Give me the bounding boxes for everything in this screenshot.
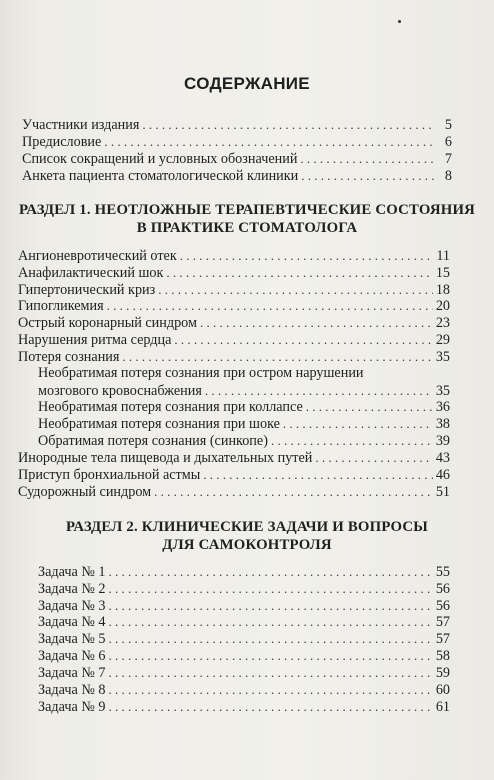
section-2-heading-line-2: ДЛЯ САМОКОНТРОЛЯ [162, 537, 332, 553]
toc-row [18, 247, 450, 265]
toc-leader [109, 698, 433, 715]
toc-row [22, 133, 452, 151]
toc-leader [271, 432, 433, 449]
toc-page: 46 [435, 467, 450, 483]
toc-leader [109, 597, 433, 614]
section-2-heading-line-1: РАЗДЕЛ 2. КЛИНИЧЕСКИЕ ЗАДАЧИ И ВОПРОСЫ [66, 519, 428, 535]
toc-label: Задача № 5 [38, 631, 106, 647]
toc-leader [104, 133, 435, 150]
toc-page: 43 [435, 450, 450, 466]
toc-page: 57 [435, 614, 450, 630]
toc-label: Необратимая потеря сознания при шоке [38, 416, 280, 432]
toc-page: 58 [435, 648, 450, 664]
toc-leader [203, 466, 433, 483]
toc-page: 15 [435, 265, 450, 281]
toc-page: 6 [444, 134, 452, 150]
toc-page: 38 [435, 416, 450, 432]
toc-page: 35 [435, 383, 450, 399]
toc-page: 51 [435, 484, 450, 500]
toc-leader [142, 116, 435, 133]
toc-row [18, 466, 450, 484]
toc-page: 7 [444, 151, 452, 167]
toc-page: 11 [436, 248, 450, 264]
toc-page: 56 [435, 598, 450, 614]
toc-row [18, 331, 450, 349]
toc-page: 61 [435, 699, 450, 715]
section-1-heading-line-1: РАЗДЕЛ 1. НЕОТЛОЖНЫЕ ТЕРАПЕВТИЧЕСКИЕ СОСТОЯНИЯ [18, 202, 476, 218]
toc-row [18, 483, 450, 501]
toc-row [22, 167, 452, 185]
toc-subrow [38, 432, 450, 450]
toc-page: 57 [435, 631, 450, 647]
toc-leader [109, 580, 433, 597]
toc-label: Ангионевротический отек [18, 248, 177, 264]
toc-label: Приступ бронхиальной астмы [18, 467, 201, 483]
toc-label: Нарушения ритма сердца [18, 332, 172, 348]
page-title: СОДЕРЖАНИЕ [184, 74, 310, 93]
toc-page: 20 [435, 298, 450, 314]
toc-leader [300, 150, 435, 167]
toc-leader [154, 483, 433, 500]
toc-row [18, 264, 450, 282]
toc-row [38, 647, 450, 665]
toc-label: мозгового кровоснабжения [38, 383, 202, 399]
toc-leader [109, 647, 433, 664]
toc-label: Необратимая потеря сознания при коллапсе [38, 399, 303, 415]
toc-page: 18 [435, 282, 450, 298]
toc-label: Задача № 8 [38, 682, 106, 698]
toc-label: Необратимая потеря сознания при остром нарушении [38, 365, 364, 381]
toc-leader [306, 398, 433, 415]
toc-label: Обратимая потеря сознания (синкопе) [38, 433, 268, 449]
toc-row [38, 613, 450, 631]
toc-row [38, 664, 450, 682]
toc-row [18, 348, 450, 366]
toc-label: Задача № 6 [38, 648, 106, 664]
toc-label: Задача № 1 [38, 564, 106, 580]
toc-leader [315, 449, 432, 466]
toc-subrow [38, 398, 450, 416]
toc-row [22, 116, 452, 134]
toc-row [38, 563, 450, 581]
toc-row [38, 630, 450, 648]
toc-leader [301, 167, 435, 184]
toc-row [38, 580, 450, 598]
toc-row [22, 150, 452, 168]
toc-page: 39 [435, 433, 450, 449]
toc-leader [158, 281, 433, 298]
toc-page: 55 [435, 564, 450, 580]
toc-page: 56 [435, 581, 450, 597]
toc-label: Инородные тела пищевода и дыхательных путей [18, 450, 313, 466]
toc-label: Потеря сознания [18, 349, 120, 365]
toc-label: Гипогликемия [18, 298, 104, 314]
toc-label: Участники издания [22, 117, 140, 133]
toc-label: Острый коронарный синдром [18, 315, 197, 331]
toc-leader [107, 297, 433, 314]
toc-page: 8 [444, 168, 452, 184]
toc-page: 60 [435, 682, 450, 698]
toc-leader [109, 613, 433, 630]
section-1-heading-line-2: В ПРАКТИКЕ СТОМАТОЛОГА [136, 220, 358, 236]
toc-leader [109, 563, 433, 580]
toc-label: Анафилактический шок [18, 265, 164, 281]
toc-leader [109, 630, 433, 647]
toc-label: Список сокращений и условных обозначений [22, 151, 298, 167]
toc-leader [122, 348, 432, 365]
toc-label: Задача № 4 [38, 614, 106, 630]
toc-page: 29 [435, 332, 450, 348]
toc-leader [205, 382, 433, 399]
toc-label: Предисловие [22, 134, 102, 150]
toc-row [18, 314, 450, 332]
toc-label: Задача № 3 [38, 598, 106, 614]
toc-subrow [38, 365, 450, 382]
toc-row [38, 681, 450, 699]
toc-leader [200, 314, 433, 331]
toc-leader [166, 264, 432, 281]
toc-leader [283, 415, 433, 432]
toc-page: 35 [435, 349, 450, 365]
toc-leader [174, 331, 432, 348]
ink-speck [398, 20, 401, 23]
toc-label: Задача № 2 [38, 581, 106, 597]
toc-row [18, 449, 450, 467]
toc-leader [180, 247, 433, 264]
toc-leader [109, 681, 433, 698]
toc-subrow [38, 415, 450, 433]
toc-label: Задача № 9 [38, 699, 106, 715]
toc-row [38, 698, 450, 716]
toc-page: 23 [435, 315, 450, 331]
toc-page: 59 [435, 665, 450, 681]
toc-page: 36 [435, 399, 450, 415]
toc-label: Задача № 7 [38, 665, 106, 681]
toc-row [18, 297, 450, 315]
toc-page: 5 [444, 117, 452, 133]
toc-label: Анкета пациента стоматологической клиники [22, 168, 299, 184]
toc-label: Судорожный синдром [18, 484, 152, 500]
toc-leader [109, 664, 433, 681]
toc-label: Гипертонический криз [18, 282, 156, 298]
